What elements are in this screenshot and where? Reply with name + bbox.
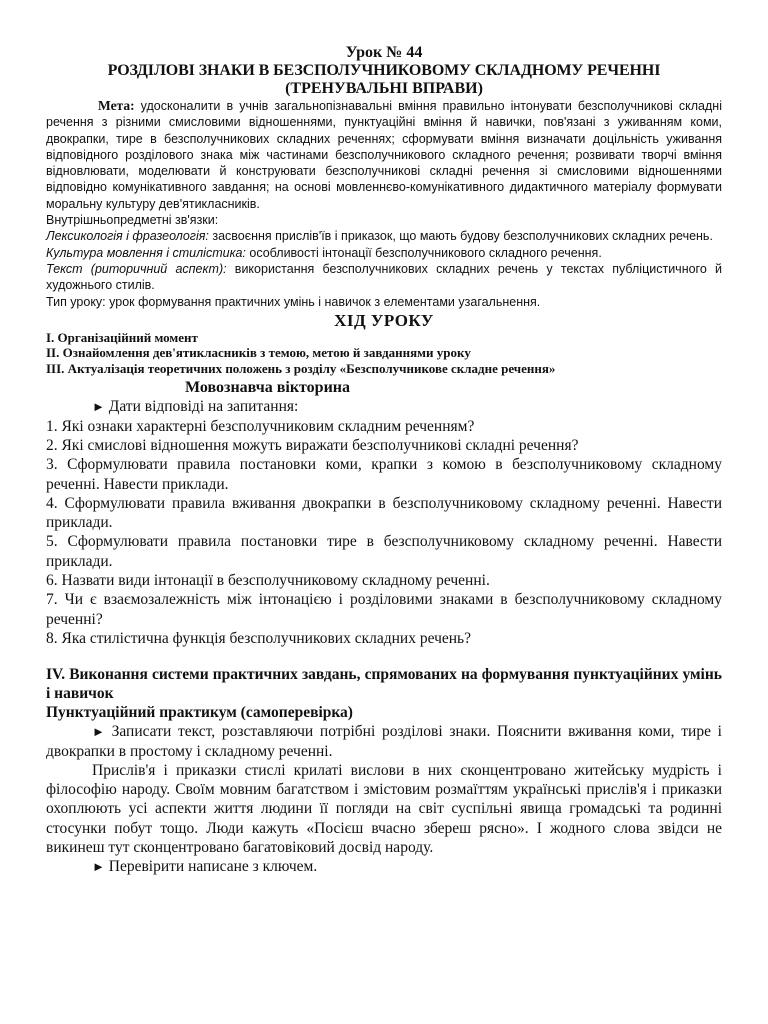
pointer-arrow-icon: ► (92, 399, 105, 415)
quiz-question: 1. Які ознаки характерні безсполучниковим складним реченням? (46, 417, 475, 435)
exercise-text: Прислів'я і приказки стислі крилаті вислови в них сконцентровано житейську мудрість і філософію народу. Своїм мовним багатством і змістовим розмаїттям українські прислів'я і приказки охоплюють усі аспекти життя людини її погляди на світ суспільні явища громадські та родинні стосунки побут тощо. Люди кажуть «Посієш вчасно збереш рясно». І жодного слова звідси не викинеш тут сконцентровано багатовіковий досвід народу. (46, 761, 722, 856)
practice-task-text: Записати текст, розставляючи потрібні розділові знаки. Пояснити вживання коми, тире і двокрапки в простому і складному реченні. (46, 723, 722, 760)
section-subheading: Пунктуаційний практикум (самоперевірка) (46, 704, 353, 722)
check-task-text: Перевірити написане з ключем. (104, 858, 318, 876)
lesson-subtitle: (ТРЕНУВАЛЬНІ ВПРАВИ) (285, 80, 483, 97)
link-label: Лексикологія і фразеологія: (46, 229, 209, 244)
plan-item: II. Ознайомлення дев'ятикласників з темою, метою й завданнями уроку (46, 345, 471, 361)
practice-task (46, 722, 722, 761)
goal-label: Мета: (98, 98, 135, 113)
link-text: використання безсполучникових складних речень у текстах публіцистичного й художнього стилів. (46, 261, 722, 293)
quiz-task-text: Дати відповіді на запитання: (104, 398, 299, 416)
link-item (46, 245, 722, 261)
link-text: засвоєння прислів'їв і приказок, що мають будову безсполучникових складних речень. (208, 229, 713, 244)
link-text: особливості інтонації безсполучникового складного речення. (245, 245, 602, 260)
lesson-number: Урок № 44 (345, 44, 423, 61)
quiz-task (46, 397, 722, 416)
quiz-title: Мовознавча вікторина (185, 379, 351, 397)
link-item (46, 228, 722, 244)
spacer (46, 648, 722, 665)
quiz-question: 8. Яка стилістична функція безсполучникових складних речень? (46, 629, 471, 647)
plan-item: I. Організаційний момент (46, 329, 198, 345)
lesson-topic: РОЗДІЛОВІ ЗНАКИ В БЕЗСПОЛУЧНИКОВОМУ СКЛАДНОМУ РЕЧЕННІ (107, 62, 661, 79)
link-label: Культура мовлення і стилістика: (46, 245, 246, 260)
pointer-arrow-icon: ► (92, 724, 105, 740)
pointer-arrow-icon: ► (92, 859, 105, 875)
link-item (46, 261, 722, 294)
plan-item: III. Актуалізація теоретичних положень з розділу «Безсполучникове складне речення» (46, 360, 556, 376)
quiz-question: 6. Назвати види інтонації в безсполучниковому складному реченні. (46, 572, 490, 590)
goal-text: удосконалити в учнів загальнопізнавальні вміння правильно інтонувати безсполучникові складні речення з різними смисловими відношеннями, пунктуаційні вміння й навички, пов'язані з уживанням коми, двокрапки, тире в безсполучникових складних реченнях; сформувати вміння визначати доцільність уживання відповідного розділового знака між частинами безсполучникового складного речення; розвивати творчі вміння відновлювати, моделювати й конструювати безсполучникові складні речення зі смисловими відношеннями відповідно комунікативного завдання; на основі мовленнєво-комунікативного дидактичного матеріалу формувати моральну культуру дев'ятикласників. (46, 99, 722, 211)
quiz-question: 5. Сформулювати правила постановки тире в безсполучниковому складному реченні. Навести приклади. (46, 533, 722, 570)
lesson-type: Тип уроку: урок формування практичних умінь і навичок з елементами узагальнення. (46, 294, 541, 309)
plan-title: ХІД УРОКУ (334, 310, 434, 330)
links-heading: Внутрішньопредметні зв'язки: (46, 213, 219, 228)
section-heading: IV. Виконання системи практичних завдань, спрямованих на формування пунктуаційних умінь і навичок (46, 666, 722, 703)
quiz-question: 4. Сформулювати правила вживання двокрапки в безсполучниковому складному реченні. Навести приклади. (46, 494, 722, 532)
goal-paragraph (46, 98, 722, 212)
check-task (46, 857, 722, 876)
quiz-question: 2. Які смислові відношення можуть виражати безсполучникові складні речення? (46, 436, 579, 454)
quiz-question: 7. Чи є взаємозалежність між інтонацією і розділовими знаками в безсполучниковому складному реченні? (46, 591, 722, 628)
quiz-question: 3. Сформулювати правила постановки коми, крапки з комою в безсполучниковому складному реченні. Навести приклади. (46, 456, 722, 493)
link-label: Текст (риторичний аспект): (46, 261, 227, 276)
